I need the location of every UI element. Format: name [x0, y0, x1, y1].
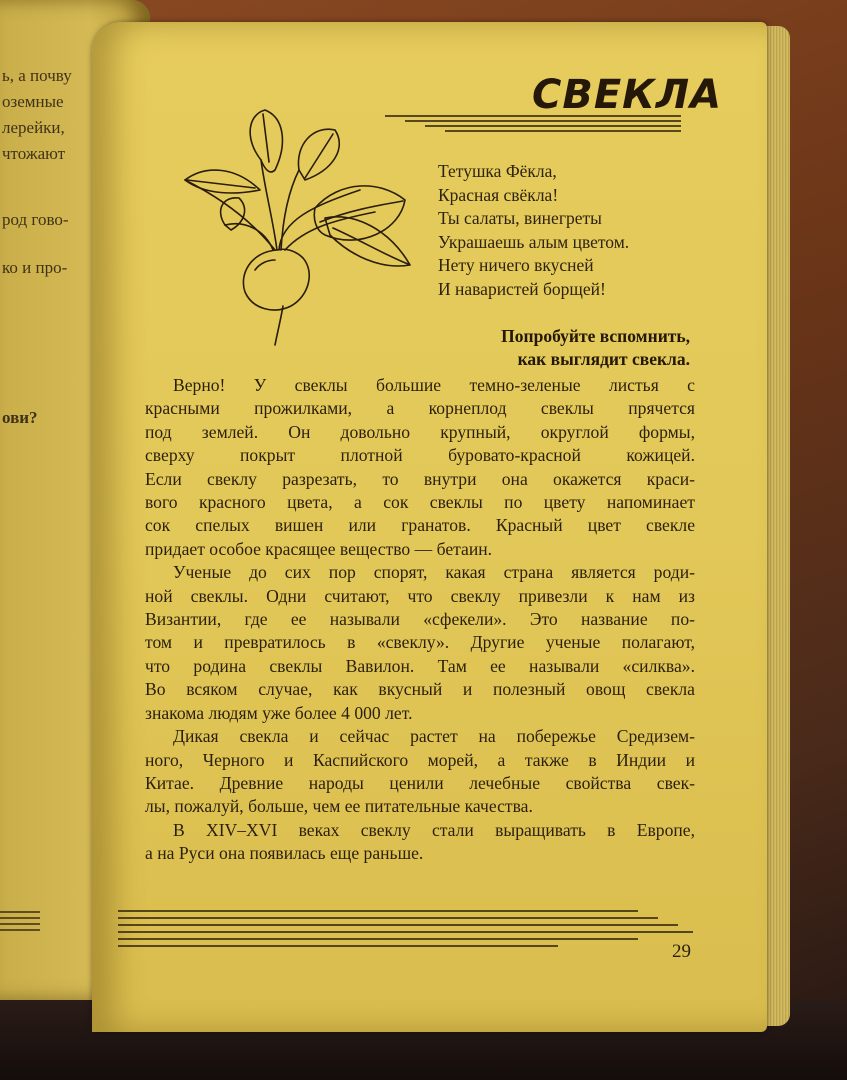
- body-line: знакома людям уже более 4 000 лет.: [145, 702, 413, 723]
- prompt-line: Попробуйте вспомнить,: [501, 326, 690, 346]
- poem-line: Красная свёкла!: [438, 184, 559, 205]
- body-line: ного, Черного и Каспийского морей, а также в Индии и: [145, 749, 695, 770]
- beet-illustration-icon: [165, 100, 415, 350]
- body-line: вого красного цвета, а сок свеклы по цвету напоминает: [145, 492, 695, 513]
- poem-line: Нету ничего вкусней: [438, 255, 594, 275]
- body-line: Византии, где ее называли «сфекели». Это название по-: [145, 609, 695, 630]
- prompt-line: как выглядит свекла.: [517, 349, 690, 369]
- body-line: под землей. Он довольно крупный, округлой формы,: [145, 421, 695, 442]
- page-title: СВЕКЛА: [532, 72, 723, 118]
- left-page-line: ови?: [2, 408, 38, 427]
- body-line: сок спелых вишен или гранатов. Красный цвет свекле: [145, 515, 695, 536]
- poem-line: Ты салаты, винегреты: [438, 208, 602, 228]
- bold-prompt: [300, 325, 690, 371]
- left-page-line: оземные: [2, 92, 64, 111]
- body-line: Верно! У свеклы большие темно-зеленые листья с: [173, 375, 695, 395]
- poem-line: Тетушка Фёкла,: [438, 161, 557, 181]
- left-footer-rules: [0, 908, 40, 938]
- body-line: Если свеклу разрезать, то внутри она окажется краси-: [145, 468, 695, 489]
- title-underline-rules: [385, 112, 685, 134]
- poem-line: И наваристей борщей!: [438, 278, 606, 299]
- page-number: 29: [672, 941, 691, 962]
- left-page-line: ь, а почву: [2, 66, 72, 85]
- body-line: том и превратилось в «свеклу». Другие ученые полагают,: [145, 632, 695, 653]
- left-page-line: род гово-: [2, 210, 69, 229]
- body-line: ной свеклы. Одни считают, что свеклу привезли к нам из: [145, 585, 695, 606]
- body-line: что родина свеклы Вавилон. Там ее называли «силква».: [145, 655, 695, 676]
- left-page-line: лерейки,: [2, 118, 65, 137]
- body-line: Китае. Древние народы ценили лечебные свойства свек-: [145, 772, 695, 793]
- left-page-line: чтожают: [2, 144, 66, 163]
- body-line: сверху покрыт плотной буровато-красной кожицей.: [145, 445, 695, 466]
- poem-line: Украшаешь алым цветом.: [438, 231, 630, 252]
- body-line: красными прожилками, а корнеплод свеклы прячется: [145, 398, 695, 419]
- poem: [438, 160, 728, 301]
- footer-rules: [118, 905, 698, 960]
- body-line: а на Руси она появилась еще раньше.: [145, 843, 424, 864]
- body-text: [145, 374, 695, 866]
- body-line: придает особое красящее вещество — бетаин.: [145, 538, 493, 559]
- left-page-line: ко и про-: [2, 258, 68, 277]
- body-line: лы, пожалуй, больше, чем ее питательные качества.: [145, 796, 533, 817]
- body-line: Ученые до сих пор спорят, какая страна является роди-: [173, 562, 695, 583]
- body-line: Дикая свекла и сейчас растет на побережье Средизем-: [173, 726, 695, 747]
- body-line: Во всяком случае, как вкусный и полезный овощ свекла: [145, 679, 695, 700]
- body-line: В XIV–XVI веках свеклу стали выращивать в Европе,: [173, 819, 695, 840]
